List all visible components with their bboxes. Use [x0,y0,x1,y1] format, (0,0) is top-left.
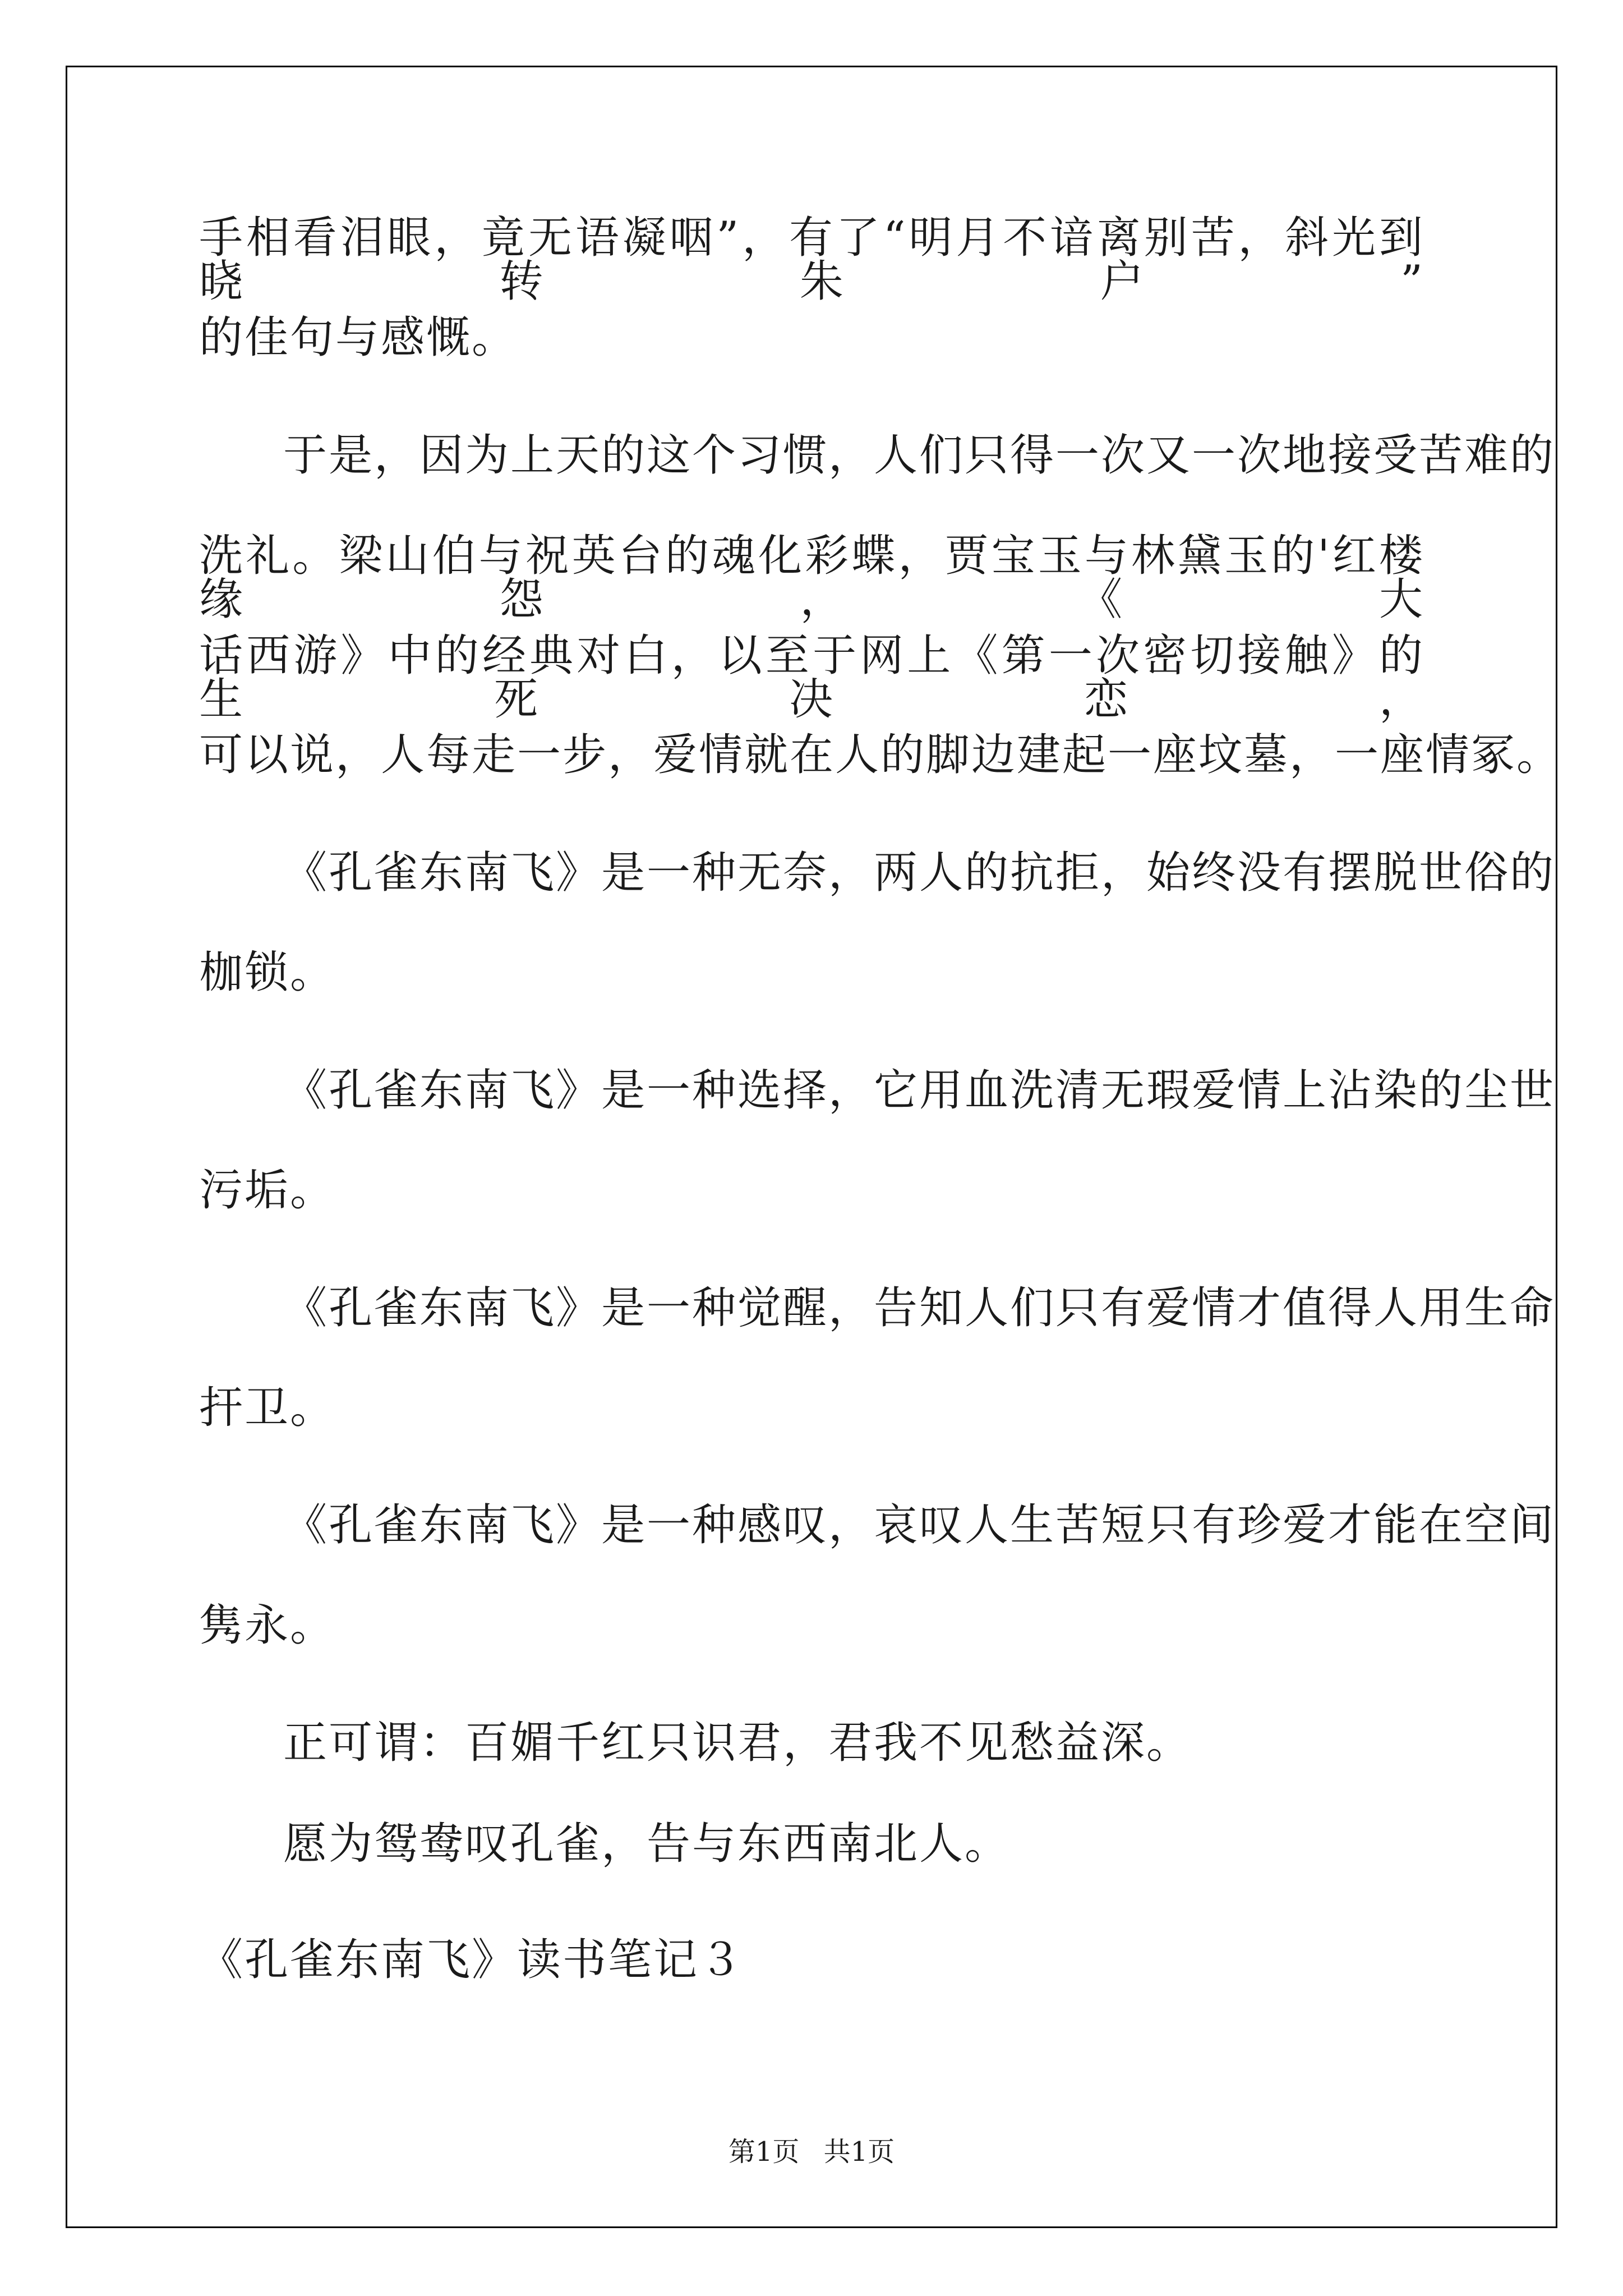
paragraph-line: 洗礼。梁山伯与祝英台的魂化彩蝶，贾宝玉与林黛玉的'红楼缘怨，《大 [199,531,1424,625]
paragraph-line: 《孔雀东南飞》是一种选择，它用血洗清无瑕爱情上沾染的尘世 [283,1065,1556,1116]
page-total-label: 共1页 [823,2136,895,2168]
paragraph-line: 污垢。 [199,1165,336,1216]
paragraph-line: 隽永。 [199,1600,336,1651]
paragraph-line: 话西游》中的经典对白，以至于网上《第一次密切接触》的生死决恋， [199,631,1424,725]
section-heading: 《孔雀东南飞》读书笔记３ [199,1935,745,1985]
page-footer [0,2130,1623,2169]
paragraph-line: 扞卫。 [199,1383,336,1433]
paragraph-line: 愿为鸳鸯叹孔雀，告与东西南北人。 [283,1819,1011,1869]
page-current-label: 第1页 [728,2136,800,2168]
paragraph-line: 枷锁。 [199,947,336,998]
paragraph-line: 《孔雀东南飞》是一种无奈，两人的抗拒，始终没有摆脱世俗的 [283,848,1556,898]
paragraph-line: 于是，因为上天的这个习惯，人们只得一次又一次地接受苦难的 [283,430,1556,481]
paragraph-line: 《孔雀东南飞》是一种感叹，哀叹人生苦短只有珍爱才能在空间 [283,1500,1556,1550]
paragraph-line: 可以说，人每走一步，爱情就在人的脚边建起一座坟墓，一座情冢。 [199,730,1562,780]
page-border [66,66,1557,2228]
paragraph-line: 的佳句与感慨。 [199,312,518,363]
paragraph-line: 手相看泪眼，竟无语凝咽”，有了“明月不谙离别苦，斜光到晓转朱户” [199,213,1424,307]
paragraph-line: 《孔雀东南飞》是一种觉醒，告知人们只有爱情才值得人用生命 [283,1283,1556,1333]
paragraph-line: 正可谓：百媚千红只识君，君我不见愁益深。 [283,1718,1192,1768]
